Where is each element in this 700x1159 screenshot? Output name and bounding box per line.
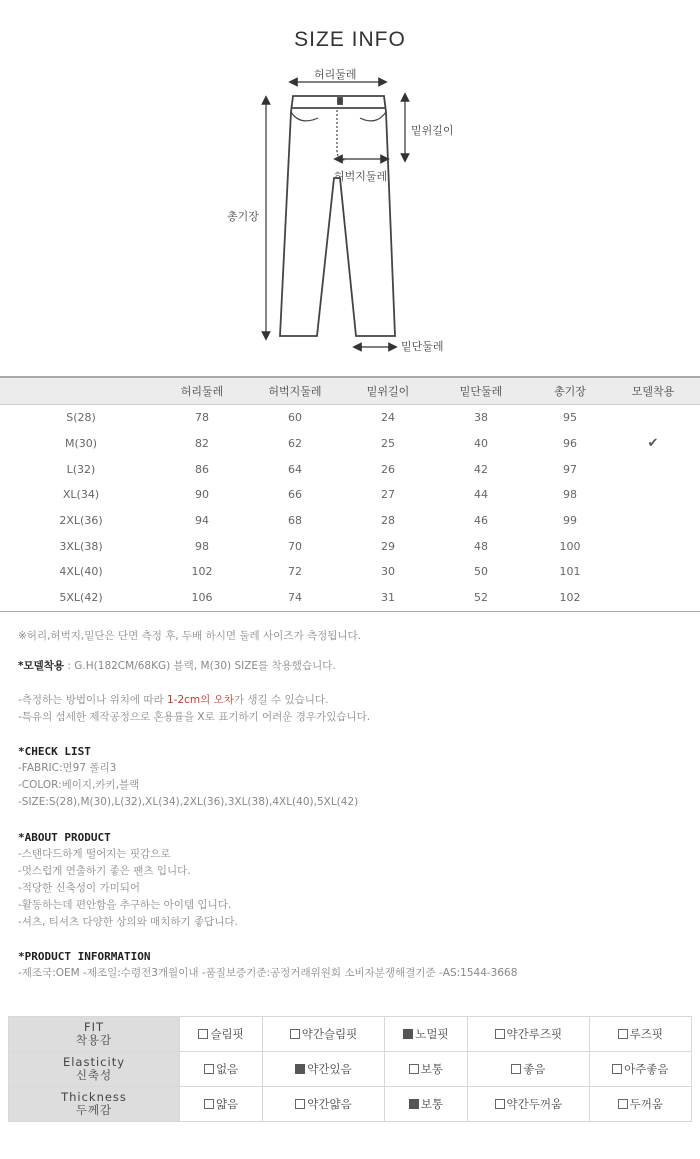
pants-outline <box>280 96 395 336</box>
fit-row <box>9 1017 692 1052</box>
fit-option <box>180 1052 263 1087</box>
unchecked-box-icon <box>198 1029 208 1039</box>
error-note <box>18 692 328 709</box>
label-en: Elasticity <box>62 1055 126 1069</box>
size-value: 50 <box>474 565 488 579</box>
pants-diagram <box>0 0 700 370</box>
measure-note: ※허리,허벅지,밑단은 단면 측정 후, 두배 하시면 둘레 사이즈가 측정됩니다. <box>18 630 361 642</box>
model-head: *모델착용 <box>18 660 65 672</box>
fit-option <box>180 1017 263 1052</box>
size-value: 29 <box>381 539 395 553</box>
size-value: 82 <box>195 437 209 451</box>
size-value: 68 <box>288 514 302 528</box>
size-value: 26 <box>381 462 395 476</box>
size-row <box>0 405 700 431</box>
fit-option-label: 아주좋음 <box>624 1062 669 1076</box>
check-item: -SIZE:S(28),M(30),L(32),XL(34),2XL(36),3XL(38),4XL(40),5XL(42) <box>18 796 359 808</box>
size-value: 70 <box>288 539 302 553</box>
size-value: 64 <box>288 462 302 476</box>
unchecked-box-icon <box>409 1064 419 1074</box>
fit-option <box>384 1017 467 1052</box>
size-row <box>0 559 700 585</box>
size-row <box>0 508 700 534</box>
unchecked-box-icon <box>295 1099 305 1109</box>
size-value: 99 <box>563 514 577 528</box>
about-heading: *ABOUT PRODUCT <box>18 831 111 844</box>
unchecked-box-icon <box>612 1064 622 1074</box>
check-item: -COLOR:베이지,카키,블랙 <box>18 779 140 791</box>
label-ko: 두께감 <box>75 1103 113 1117</box>
fit-option <box>589 1087 691 1122</box>
waist-label: 허리둘레 <box>314 68 357 81</box>
fit-option <box>384 1087 467 1122</box>
model-text: : G.H(182CM/68KG) 블랙, M(30) SIZE를 착용했습니다. <box>64 660 336 672</box>
size-label: 5XL(42) <box>0 585 162 611</box>
size-value: 97 <box>563 462 577 476</box>
size-value: 95 <box>563 411 577 425</box>
fit-option-label: 노멀핏 <box>415 1027 449 1041</box>
unchecked-box-icon <box>495 1099 505 1109</box>
fabric-note: -특유의 섬세한 제작공정으로 혼용률을 X로 표기하기 어려운 경우가있습니다. <box>18 711 371 723</box>
header-cell <box>0 377 162 405</box>
header-cell: 밑위길이 <box>348 377 428 405</box>
check-list <box>18 760 358 811</box>
label-en: Thickness <box>61 1090 127 1104</box>
fit-option-label: 약간두꺼움 <box>506 1097 563 1111</box>
size-label: L(32) <box>66 462 96 476</box>
check-list-heading: *CHECK LIST <box>18 745 91 758</box>
size-value: 98 <box>563 488 577 502</box>
size-value: 25 <box>381 437 395 451</box>
size-value: 86 <box>195 462 209 476</box>
fit-option-label: 얇음 <box>216 1097 239 1111</box>
about-item: -활동하는데 편안함을 추구하는 아이템 입니다. <box>18 899 232 911</box>
size-value: 74 <box>242 585 348 611</box>
model-check <box>606 559 700 585</box>
model-check <box>606 508 700 534</box>
unchecked-box-icon <box>618 1029 628 1039</box>
label-en: FIT <box>83 1020 105 1034</box>
fit-option <box>468 1087 590 1122</box>
product-info: -제조국:OEM -제조일:수령전3개월이내 -품질보증기준:공정거래위원회 소비자분쟁해결기준 -AS:1544-3668 <box>18 967 518 979</box>
fit-option <box>263 1017 385 1052</box>
size-value: 52 <box>428 585 534 611</box>
header-cell: 밑단둘레 <box>428 377 534 405</box>
size-label: M(30) <box>64 437 98 451</box>
size-row <box>0 456 700 482</box>
model-check <box>606 585 700 611</box>
size-value: 48 <box>474 539 488 553</box>
about-item: -스탠다드하게 떨어지는 핏감으로 <box>18 848 171 860</box>
page-title: SIZE INFO <box>294 28 406 51</box>
checked-box-icon <box>403 1029 413 1039</box>
size-label: XL(34) <box>62 488 100 502</box>
model-check: ✔ <box>647 436 659 452</box>
fit-option <box>589 1017 691 1052</box>
header-cell: 모델착용 <box>606 377 700 405</box>
about-item: -적당한 신축성이 가미되어 <box>18 882 141 894</box>
fit-option <box>180 1087 263 1122</box>
size-value: 106 <box>162 585 242 611</box>
model-check <box>606 533 700 559</box>
fit-row-label <box>9 1052 180 1087</box>
size-value: 44 <box>474 488 488 502</box>
size-table-header <box>0 377 700 405</box>
length-label: 총기장 <box>227 210 259 223</box>
about-item: -멋스럽게 연출하기 좋은 팬츠 입니다. <box>18 865 191 877</box>
fit-option <box>384 1052 467 1087</box>
size-value: 40 <box>474 437 488 451</box>
model-check <box>606 456 700 482</box>
fit-row-label <box>9 1087 180 1122</box>
size-value: 60 <box>288 411 302 425</box>
size-value: 62 <box>288 437 302 451</box>
size-value: 66 <box>288 488 302 502</box>
about-list <box>18 846 238 931</box>
fit-option <box>263 1052 385 1087</box>
model-check <box>606 482 700 508</box>
rise-label: 밑위길이 <box>411 124 454 137</box>
fit-option <box>263 1087 385 1122</box>
size-value: 24 <box>381 411 395 425</box>
fit-option-label: 약간있음 <box>307 1062 352 1076</box>
fit-option-label: 없음 <box>216 1062 239 1076</box>
header-cell: 총기장 <box>534 377 606 405</box>
size-row <box>0 431 700 457</box>
size-table <box>0 376 700 612</box>
header-cell: 허벅지둘레 <box>242 377 348 405</box>
size-value: 31 <box>348 585 428 611</box>
size-value: 30 <box>381 565 395 579</box>
fit-option-label: 보통 <box>420 1062 444 1076</box>
error-post: 가 생길 수 있습니다. <box>233 694 329 706</box>
unchecked-box-icon <box>290 1029 300 1039</box>
fit-option-label: 슬림핏 <box>210 1027 244 1041</box>
fit-option-label: 좋음 <box>523 1062 546 1076</box>
size-row <box>0 533 700 559</box>
label-ko: 신축성 <box>75 1068 113 1082</box>
size-value: 101 <box>559 565 581 579</box>
fit-option <box>589 1052 691 1087</box>
product-info-heading: *PRODUCT INFORMATION <box>18 950 151 963</box>
fit-option-label: 약간슬림핏 <box>301 1027 358 1041</box>
fit-table <box>8 1016 692 1122</box>
size-value: 72 <box>288 565 302 579</box>
checked-box-icon <box>295 1064 305 1074</box>
size-value: 42 <box>474 462 488 476</box>
unchecked-box-icon <box>495 1029 505 1039</box>
size-row <box>0 482 700 508</box>
header-cell: 허리둘레 <box>162 377 242 405</box>
size-label: 3XL(38) <box>59 539 103 553</box>
fit-option <box>468 1052 590 1087</box>
size-label: 2XL(36) <box>59 514 103 528</box>
size-value: 96 <box>563 437 577 451</box>
fit-option-label: 루즈핏 <box>629 1027 663 1041</box>
fit-option <box>468 1017 590 1052</box>
size-value: 78 <box>195 411 209 425</box>
thigh-label: 허벅지둘레 <box>334 170 388 183</box>
unchecked-box-icon <box>618 1099 628 1109</box>
fit-option-label: 보통 <box>420 1097 444 1111</box>
fit-row <box>9 1052 692 1087</box>
size-value: 38 <box>474 411 488 425</box>
size-row <box>0 585 700 611</box>
fit-row <box>9 1087 692 1122</box>
label-ko: 착용감 <box>75 1033 113 1047</box>
hem-label: 밑단둘레 <box>401 340 444 353</box>
size-value: 90 <box>195 488 209 502</box>
model-check <box>606 405 700 431</box>
size-value: 100 <box>559 539 581 553</box>
size-value: 46 <box>474 514 488 528</box>
model-note <box>18 658 336 675</box>
size-label: S(28) <box>66 411 96 425</box>
unchecked-box-icon <box>511 1064 521 1074</box>
fit-row-label <box>9 1017 180 1052</box>
size-value: 94 <box>195 514 209 528</box>
unchecked-box-icon <box>204 1099 214 1109</box>
fit-option-label: 약간루즈핏 <box>506 1027 563 1041</box>
size-value: 28 <box>381 514 395 528</box>
fit-option-label: 두꺼움 <box>629 1097 663 1111</box>
unchecked-box-icon <box>204 1064 214 1074</box>
about-item: -셔츠, 티셔츠 다양한 상의와 매치하기 좋답니다. <box>18 916 238 928</box>
error-highlight: 1-2cm의 오차 <box>167 694 234 706</box>
size-value: 98 <box>195 539 209 553</box>
size-value: 102 <box>534 585 606 611</box>
size-value: 27 <box>381 488 395 502</box>
size-label: 4XL(40) <box>59 565 103 579</box>
check-item: -FABRIC:면97 폴리3 <box>18 762 117 774</box>
checked-box-icon <box>409 1099 419 1109</box>
size-value: 102 <box>191 565 213 579</box>
error-pre: -측정하는 방법이나 위치에 따라 <box>18 694 167 706</box>
fit-option-label: 약간얇음 <box>307 1097 352 1111</box>
